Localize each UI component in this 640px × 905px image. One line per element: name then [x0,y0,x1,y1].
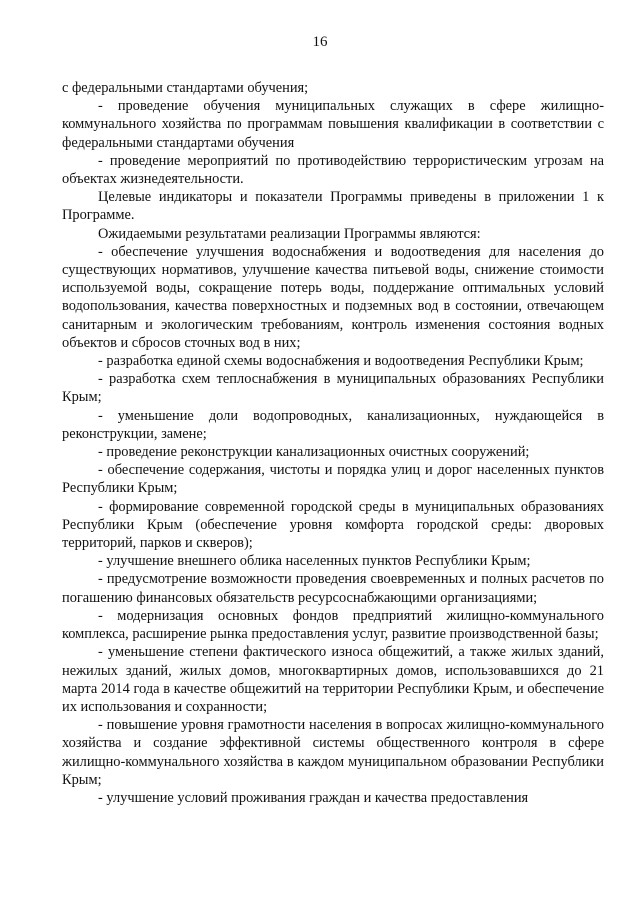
paragraph-2: - проведение обучения муниципальных служащих в сфере жилищно-коммунального хозяйства по программам повышения квалификации в соответствии с федеральными стандартами обучения [62,98,604,151]
paragraph-14: - предусмотрение возможности проведения своевременных и полных расчетов по погашению финансовых обязательств ресурсоснабжающими организациями; [62,571,604,606]
paragraph-18: - улучшение условий проживания граждан и качества предоставления [98,789,529,806]
paragraph-11: - обеспечение содержания, чистоты и порядка улиц и дорог населенных пунктов Республики Крым; [62,462,604,497]
paragraph-16: - уменьшение степени фактического износа общежитий, а также жилых зданий, нежилых зданий, жилых домов, многоквартирных домов, использовавшихся до 21 марта 2014 года в качестве общежитий на территории Республики Крым, и обеспечение их использования и сохранности; [62,644,604,715]
paragraph-7: - разработка единой схемы водоснабжения и водоотведения Республики Крым; [98,353,584,370]
paragraph-9: - уменьшение доли водопроводных, канализационных, нуждающейся в реконструкции, замене; [62,407,604,442]
paragraph-5: Ожидаемыми результатами реализации Программы являются: [98,225,481,242]
paragraph-17: - повышение уровня грамотности населения в вопросах жилищно-коммунального хозяйства и создание эффективной системы общественного контроля в сфере жилищно-коммунального хозяйства в каждом муниципальном образовании Республики Крым; [62,717,604,788]
paragraph-4: Целевые индикаторы и показатели Программы приведены в приложении 1 к Программе. [62,189,604,224]
paragraph-12: - формирование современной городской среды в муниципальных образованиях Республики Крым (обеспечение уровня комфорта городской среды: дворовых территорий, парков и скверов); [62,498,604,552]
paragraph-15: - модернизация основных фондов предприятий жилищно-коммунального комплекса, расширение рынка предоставления услуг, развитие производственной базы; [62,607,604,643]
paragraph-8: - разработка схем теплоснабжения в муниципальных образованиях Республики Крым; [62,371,604,406]
paragraph-1: с федеральными стандартами обучения; [62,80,309,96]
document-body [62,79,604,807]
page-number: 16 [312,34,328,50]
paragraph-13: - улучшение внешнего облика населенных пунктов Республики Крым; [98,553,531,570]
paragraph-10: - проведение реконструкции канализационных очистных сооружений; [98,444,530,461]
paragraph-3: - проведение мероприятий по противодействию террористическим угрозам на объектах жизнедеятельности. [62,152,604,188]
paragraph-6: - обеспечение улучшения водоснабжения и водоотведения для населения до существующих нормативов, улучшение качества питьевой воды, снижение стоимости используемой воды, сокращение потерь воды, поддержание оптимальных условий водопользования, качества поверхностных и подземных вод в состоянии, отвечающем санитарным и экологическим требованиям, контроль изменения состояния водных объектов и сбросов сточных вод в них; [62,243,604,351]
